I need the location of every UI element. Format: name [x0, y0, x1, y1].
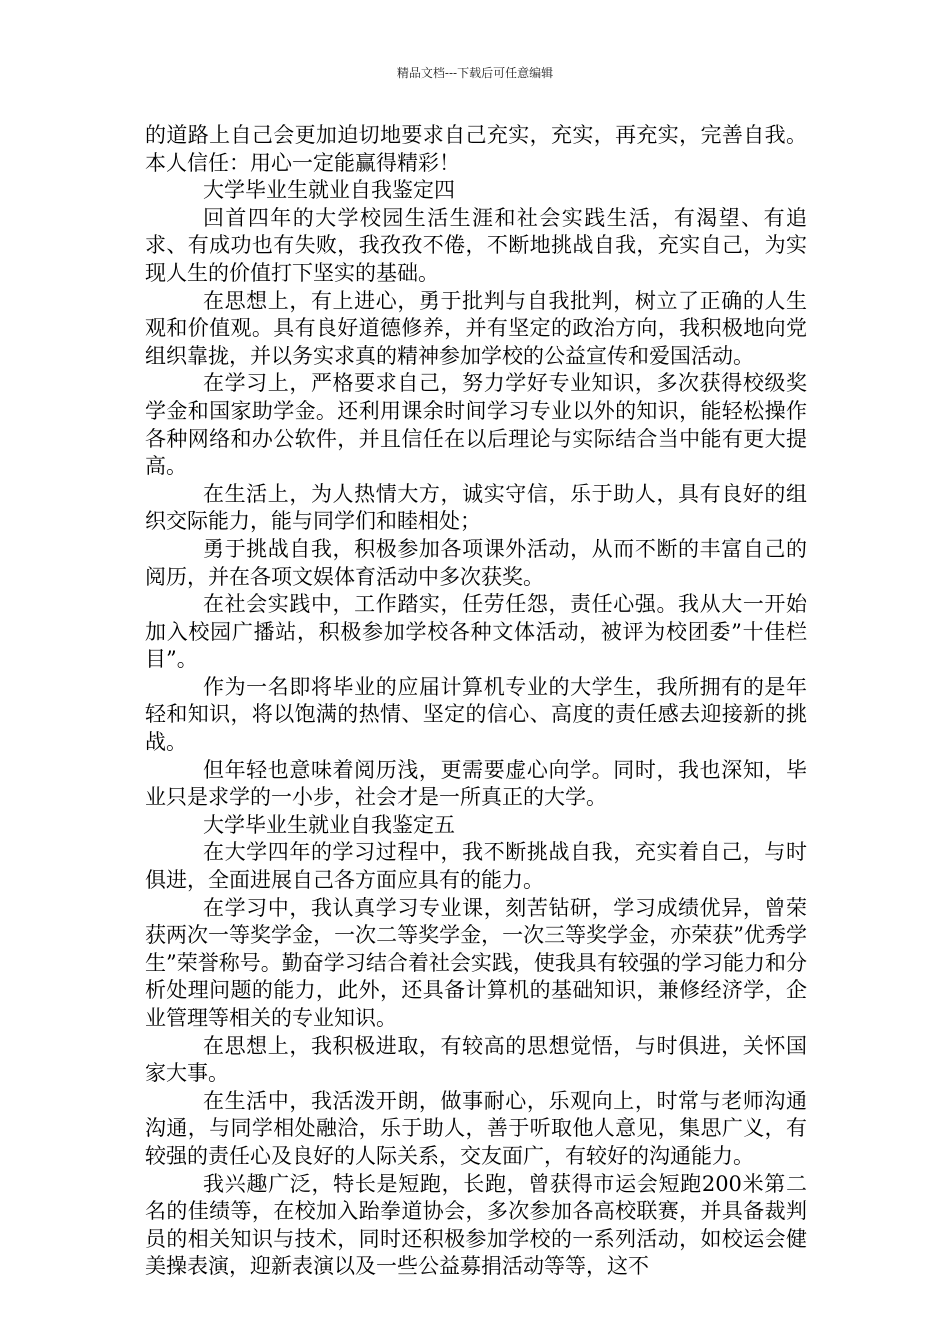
- section-heading: 大学毕业生就业自我鉴定四: [203, 178, 455, 203]
- paragraph: 勇于挑战自我，积极参加各项课外活动，从而不断的丰富自己的阅历，并在各项文娱体育活动中多次获奖。: [145, 536, 807, 589]
- paragraph: 在生活上，为人热情大方，诚实守信，乐于助人，具有良好的组织交际能力，能与同学们和睦相处；: [145, 481, 807, 534]
- paragraph: 在思想上，我积极进取，有较高的思想觉悟，与时俱进，关怀国家大事。: [145, 1033, 807, 1086]
- paragraph: 但年轻也意味着阅历浅，更需要虚心向学。同时，我也深知，毕业只是求学的一小步，社会才是一所真正的大学。: [145, 757, 807, 810]
- paragraph: 在社会实践中，工作踏实，任劳任怨，责任心强。我从大一开始加入校园广播站，积极参加学校各种文体活动，被评为校团委”十佳栏目”。: [145, 592, 807, 672]
- page-header: 精品文档---下载后可任意编辑: [396, 66, 554, 80]
- paragraph: 在生活中，我活泼开朗，做事耐心，乐观向上，时常与老师沟通沟通，与同学相处融洽，乐于助人，善于听取他人意见，集思广义，有较强的责任心及良好的人际关系，交友面广，有较好的沟通能力。: [145, 1088, 807, 1168]
- paragraph: 在大学四年的学习过程中，我不断挑战自我，充实着自己，与时俱进，全面进展自己各方面应具有的能力。: [145, 840, 807, 893]
- paragraph: 在学习上，严格要求自己，努力学好专业知识，多次获得校级奖学金和国家助学金。还利用课余时间学习专业以外的知识，能轻松操作各种网络和办公软件，并且信任在以后理论与实际结合当中能有更大提高。: [145, 371, 807, 479]
- section-heading: 大学毕业生就业自我鉴定五: [203, 812, 455, 837]
- paragraph: 我兴趣广泛，特长是短跑，长跑，曾获得市运会短跑200米第二名的佳绩等，在校加入跆拳道协会，多次参加各高校联赛，并具备裁判员的相关知识与技术，同时还积极参加学校的一系列活动，如校运会健美操表演，迎新表演以及一些公益募捐活动等等，这不: [145, 1171, 807, 1279]
- paragraph: 在学习中，我认真学习专业课，刻苦钻研，学习成绩优异，曾荣获两次一等奖学金，一次二等奖学金，一次三等奖学金，亦荣获”优秀学生”荣誉称号。勤奋学习结合着社会实践，使我具有较强的学习能力和分析处理问题的能力，此外，还具备计算机的基础知识，兼修经济学，企业管理等相关的专业知识。: [145, 895, 807, 1030]
- paragraph: 在思想上，有上进心，勇于批判与自我批判，树立了正确的人生观和价值观。具有良好道德修养，并有坚定的政治方向，我积极地向党组织靠拢，并以务实求真的精神参加学校的公益宣传和爱国活动。: [145, 288, 807, 368]
- paragraph: 作为一名即将毕业的应届计算机专业的大学生，我所拥有的是年轻和知识，将以饱满的热情、坚定的信心、高度的责任感去迎接新的挑战。: [145, 674, 807, 755]
- paragraph: 回首四年的大学校园生活生涯和社会实践生活，有渴望、有追求、有成功也有失败，我孜孜不倦，不断地挑战自我，充实自己，为实现人生的价值打下坚实的基础。: [145, 205, 807, 285]
- document-body: [145, 122, 807, 1281]
- paragraph: 的道路上自己会更加迫切地要求自己充实，充实，再充实，完善自我。本人信任：用心一定能赢得精彩！: [145, 123, 807, 175]
